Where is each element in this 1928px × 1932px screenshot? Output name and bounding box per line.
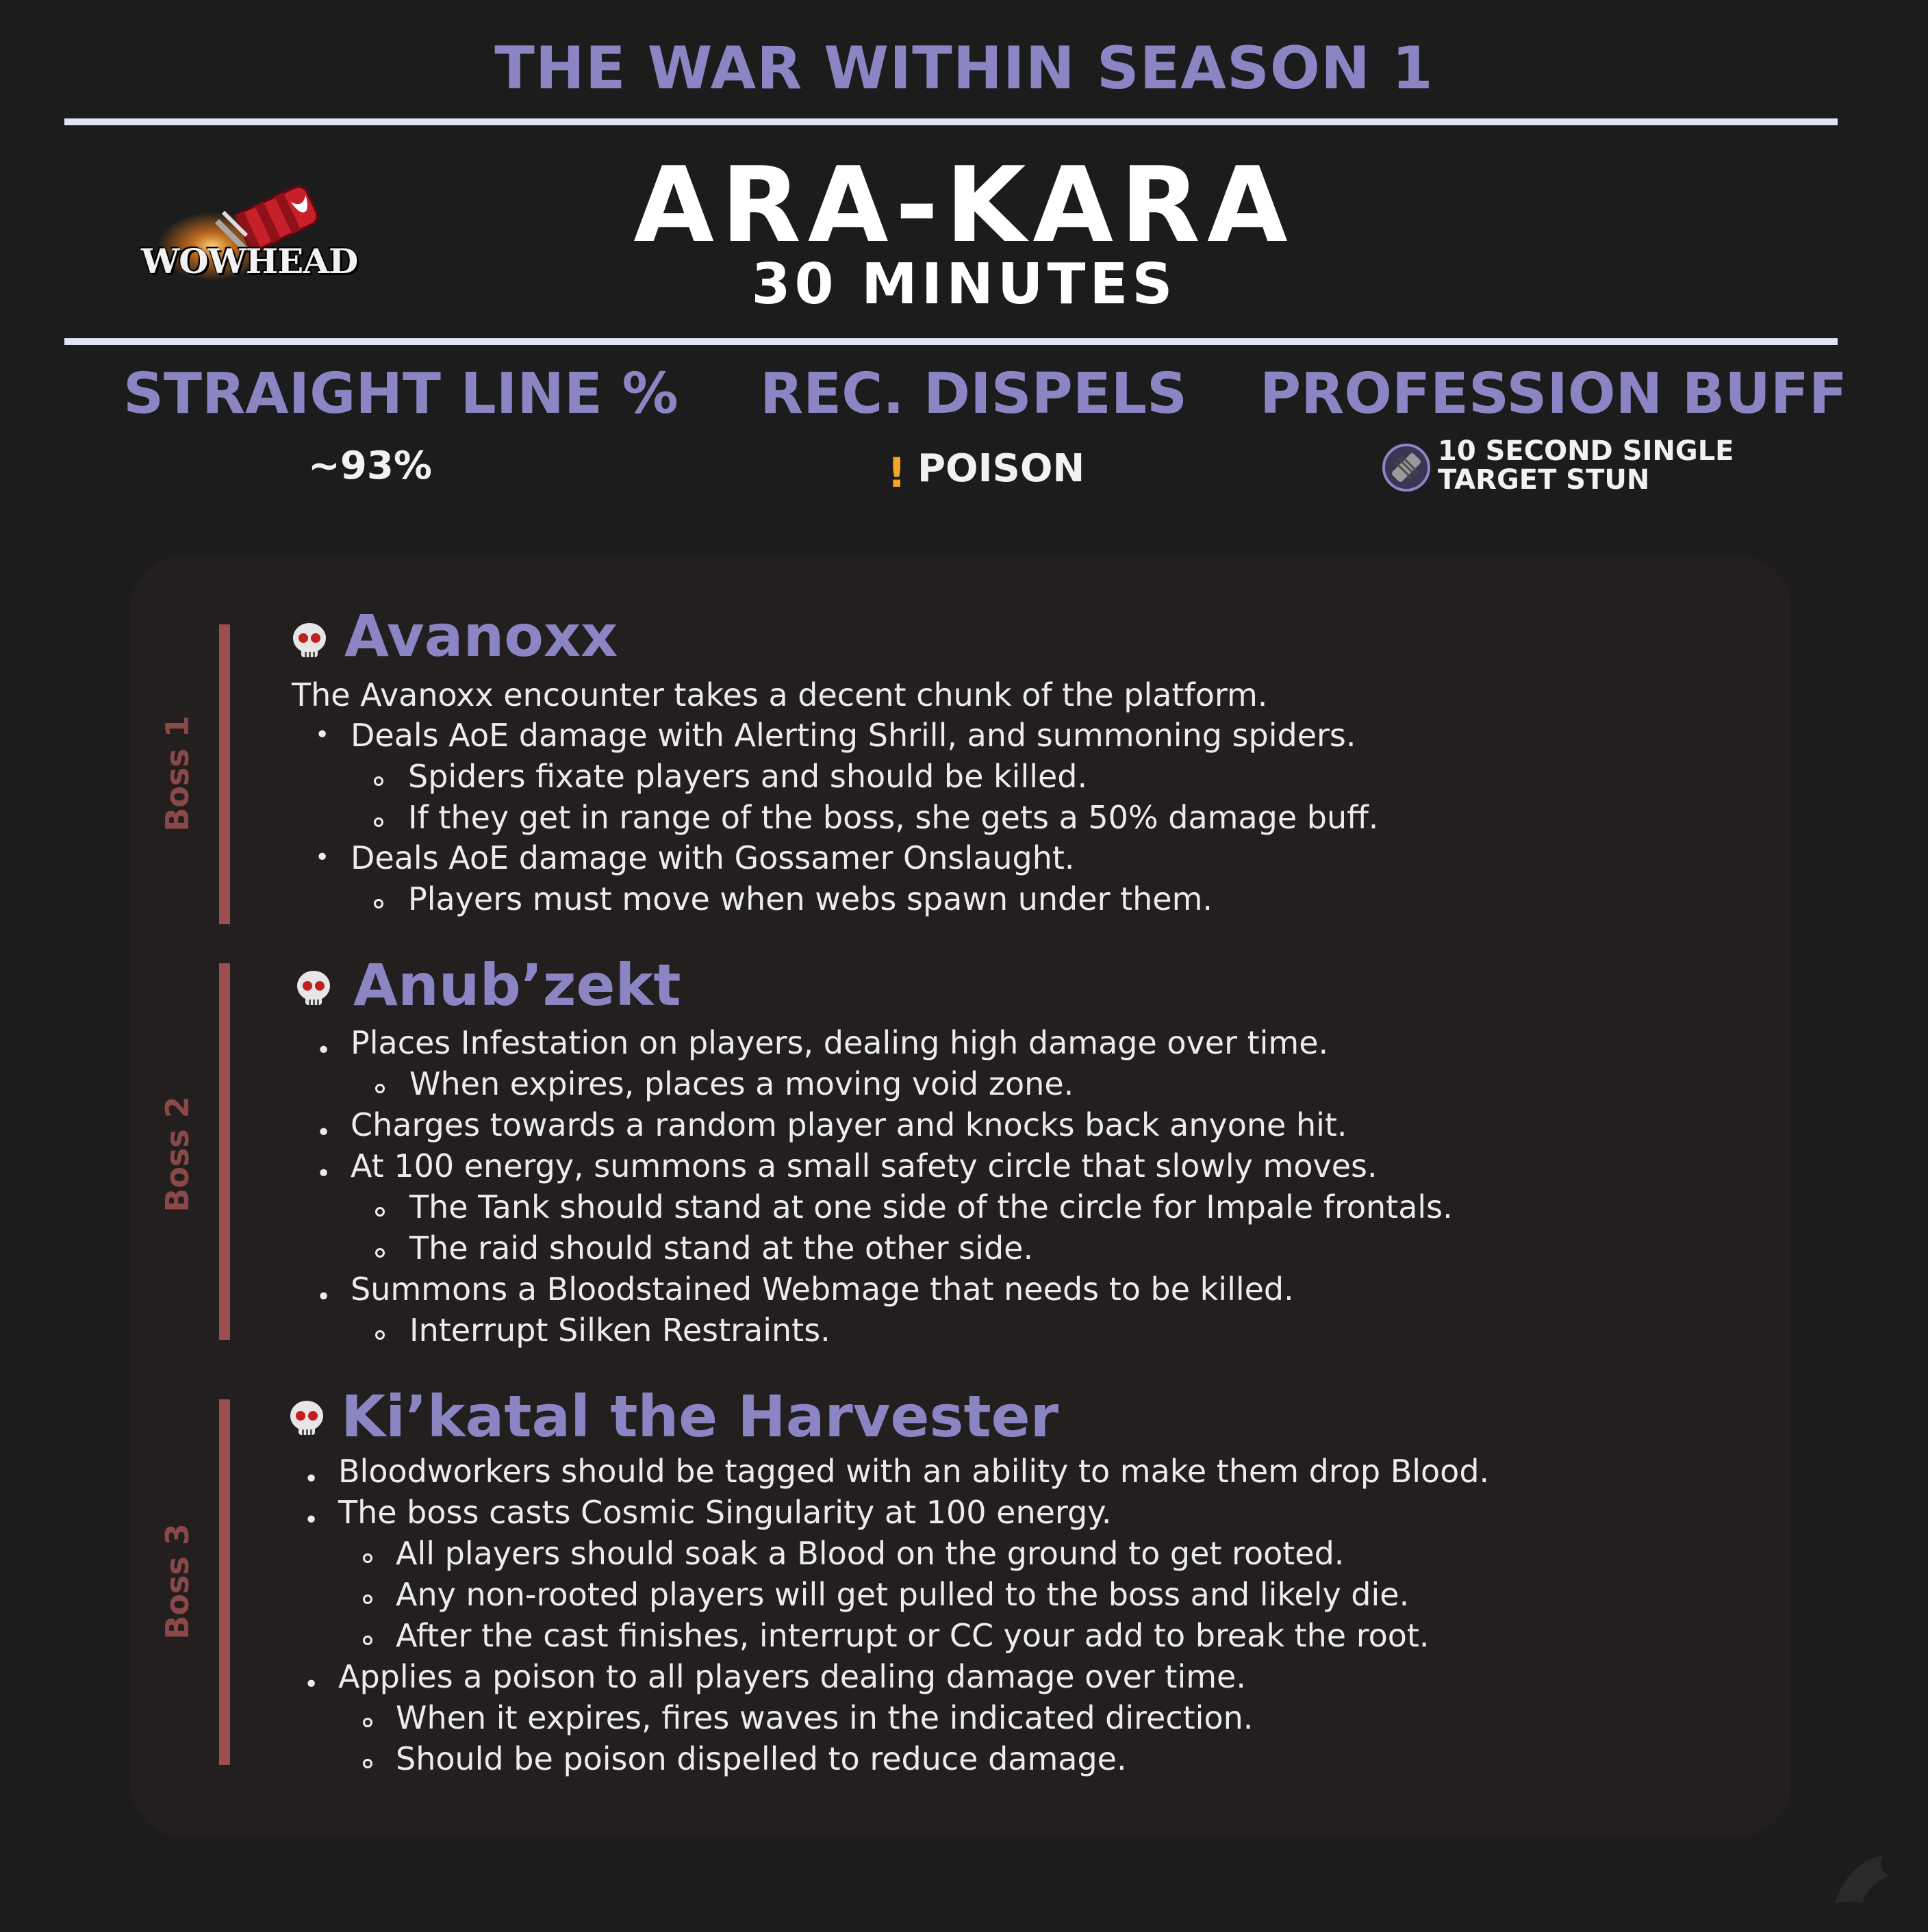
sub-bullet: [363, 1636, 372, 1645]
bullet: •: [316, 1283, 331, 1311]
sub-bullet: [375, 1084, 385, 1093]
boss-1-accent-bar: [219, 624, 230, 924]
sub-bullet: [363, 1594, 372, 1604]
skull-icon: [288, 619, 331, 663]
sub-bullet: [374, 817, 383, 827]
bullet: •: [316, 1160, 331, 1188]
sub-bullet: [363, 1759, 372, 1768]
profession-buff-line-1: 10 SECOND SINGLE: [1438, 435, 1734, 467]
boss-1-subpoint: Spiders fixate players and should be killed.: [408, 758, 1088, 795]
bullet: •: [304, 1465, 319, 1493]
header-divider-bottom: [64, 338, 1838, 345]
boss-2-point: Charges towards a random player and knocks back anyone hit.: [351, 1106, 1347, 1143]
boss-2-name: Anub’zekt: [353, 952, 681, 1019]
exclamation-icon: !: [887, 449, 906, 497]
boss-3-subpoint: Any non-rooted players will get pulled to the boss and likely die.: [396, 1576, 1410, 1613]
engineering-gear-icon: [1382, 443, 1431, 492]
bullet: •: [316, 1037, 331, 1065]
sub-bullet: [374, 899, 383, 908]
dungeon-name: ARA-KARA: [633, 144, 1295, 266]
profession-buff-heading: PROFESSION BUFF: [1260, 361, 1847, 427]
boss-1-name: Avanoxx: [344, 602, 618, 670]
boss-3-point: Applies a poison to all players dealing damage over time.: [338, 1658, 1246, 1695]
boss-1-subpoint: If they get in range of the boss, she gets a 50% damage buff.: [408, 799, 1379, 836]
boss-1-subpoint: Players must move when webs spawn under them.: [408, 880, 1213, 917]
straight-line-value: ~93%: [308, 444, 432, 488]
sub-bullet: [375, 1330, 385, 1340]
skull-icon: [292, 967, 335, 1011]
boss-3-name: Ki’katal the Harvester: [341, 1383, 1059, 1450]
wowhead-watermark-icon: [1821, 1835, 1903, 1917]
dispels-heading: REC. DISPELS: [760, 361, 1188, 427]
boss-3-point: Bloodworkers should be tagged with an ability to make them drop Blood.: [338, 1453, 1490, 1490]
boss-2-accent-bar: [219, 963, 230, 1340]
boss-3-subpoint: After the cast finishes, interrupt or CC your add to break the root.: [396, 1617, 1430, 1654]
boss-1-point: Deals AoE damage with Gossamer Onslaught.: [351, 839, 1075, 876]
boss-2-subpoint: When expires, places a moving void zone.: [409, 1065, 1074, 1102]
bullet: •: [315, 721, 330, 749]
bullet: •: [316, 1119, 331, 1147]
boss-1-point: Deals AoE damage with Alerting Shrill, and summoning spiders.: [351, 717, 1356, 754]
boss-2-point: Places Infestation on players, dealing high damage over time.: [351, 1024, 1329, 1061]
boss-1-intro: The Avanoxx encounter takes a decent chunk of the platform.: [292, 676, 1268, 713]
profession-buff-value: [1438, 437, 1734, 494]
boss-2-label: Boss 2: [159, 1096, 196, 1212]
boss-2-point: At 100 energy, summons a small safety circle that slowly moves.: [351, 1147, 1378, 1184]
boss-2-subpoint: The raid should stand at the other side.: [409, 1230, 1034, 1267]
dispels-value: POISON: [917, 446, 1085, 491]
straight-line-heading: STRAIGHT LINE %: [123, 361, 678, 427]
sub-bullet: [375, 1248, 385, 1258]
boss-3-subpoint: All players should soak a Blood on the ground to get rooted.: [396, 1535, 1345, 1572]
boss-2-subpoint: The Tank should stand at one side of the circle for Impale frontals.: [409, 1189, 1453, 1225]
season-title: THE WAR WITHIN SEASON 1: [494, 34, 1434, 103]
sub-bullet: [375, 1207, 385, 1217]
dungeon-timer: 30 MINUTES: [751, 252, 1177, 317]
boss-1-label: Boss 1: [159, 715, 196, 832]
boss-3-label: Boss 3: [159, 1523, 196, 1640]
sub-bullet: [363, 1718, 372, 1727]
profession-buff-line-2: TARGET STUN: [1438, 464, 1650, 496]
boss-2-point: Summons a Bloodstained Webmage that needs to be killed.: [351, 1271, 1294, 1308]
boss-3-accent-bar: [219, 1399, 230, 1765]
sub-bullet: [363, 1553, 372, 1563]
boss-2-subpoint: Interrupt Silken Restraints.: [409, 1312, 830, 1349]
wowhead-logo-text: WOWHEAD: [141, 241, 358, 281]
header-divider-top: [64, 118, 1838, 125]
sub-bullet: [374, 776, 383, 786]
bullet: •: [304, 1506, 319, 1534]
boss-3-point: The boss casts Cosmic Singularity at 100 energy.: [338, 1494, 1112, 1531]
boss-3-subpoint: Should be poison dispelled to reduce damage.: [396, 1740, 1127, 1777]
bullet: •: [315, 843, 330, 872]
boss-3-subpoint: When it expires, fires waves in the indicated direction.: [396, 1699, 1254, 1736]
bullet: •: [304, 1670, 319, 1699]
skull-icon: [285, 1397, 329, 1440]
